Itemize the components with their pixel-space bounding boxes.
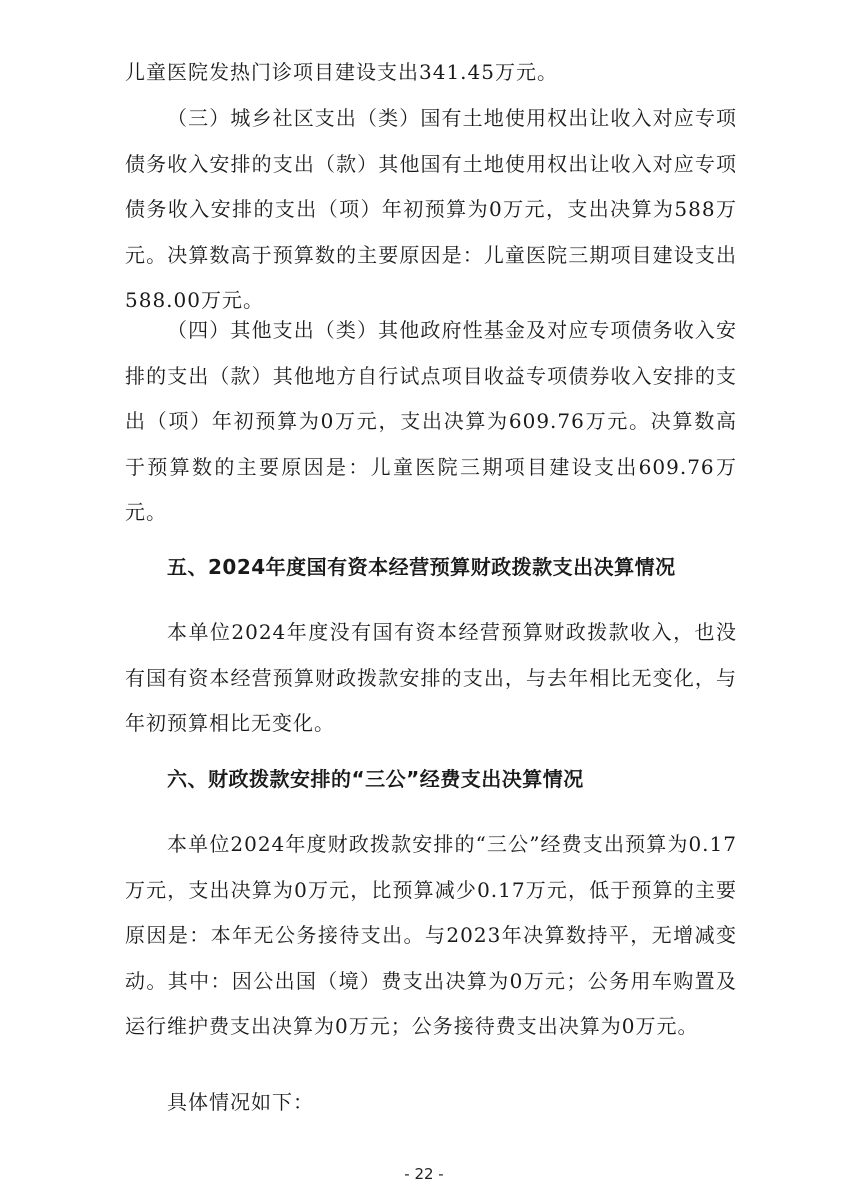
paragraph-continuation: 儿童医院发热门诊项目建设支出341.45万元。: [125, 60, 558, 84]
paragraph-three-public-expenses: 本单位2024年度财政拨款安排的“三公”经费支出预算为0.17万元，支出决算为0万元，比预算减少0.17万元，低于预算的主要原因是：本年无公务接待支出。与2023年决算数持平，无增减变动。其中：因公出国（境）费支出决算为0万元；公务用车购置及运行维护费支出决算为0万元；公务接待费支出决算为0万元。: [125, 832, 737, 1038]
section-heading-five: 五、2024年度国有资本经营预算财政拨款支出决算情况: [167, 555, 676, 579]
page-number: - 22 -: [404, 1165, 444, 1183]
paragraph-state-capital-budget: 本单位2024年度没有国有资本经营预算财政拨款收入，也没有国有资本经营预算财政拨款安排的支出，与去年相比无变化，与年初预算相比无变化。: [125, 620, 737, 735]
paragraph-other-expenditure: （四）其他支出（类）其他政府性基金及对应专项债务收入安排的支出（款）其他地方自行试点项目收益专项债券收入安排的支出（项）年初预算为0万元，支出决算为609.76万元。决算数高于预算数的主要原因是：儿童医院三期项目建设支出609.76万元。: [125, 318, 737, 524]
section-heading-six: 六、财政拨款安排的“三公”经费支出决算情况: [167, 767, 584, 791]
paragraph-urban-community-expenditure: （三）城乡社区支出（类）国有土地使用权出让收入对应专项债务收入安排的支出（款）其他国有土地使用权出让收入对应专项债务收入安排的支出（项）年初预算为0万元，支出决算为588万元。决算数高于预算数的主要原因是：儿童医院三期项目建设支出588.00万元。: [125, 106, 737, 312]
paragraph-details-intro: 具体情况如下：: [167, 1090, 314, 1114]
